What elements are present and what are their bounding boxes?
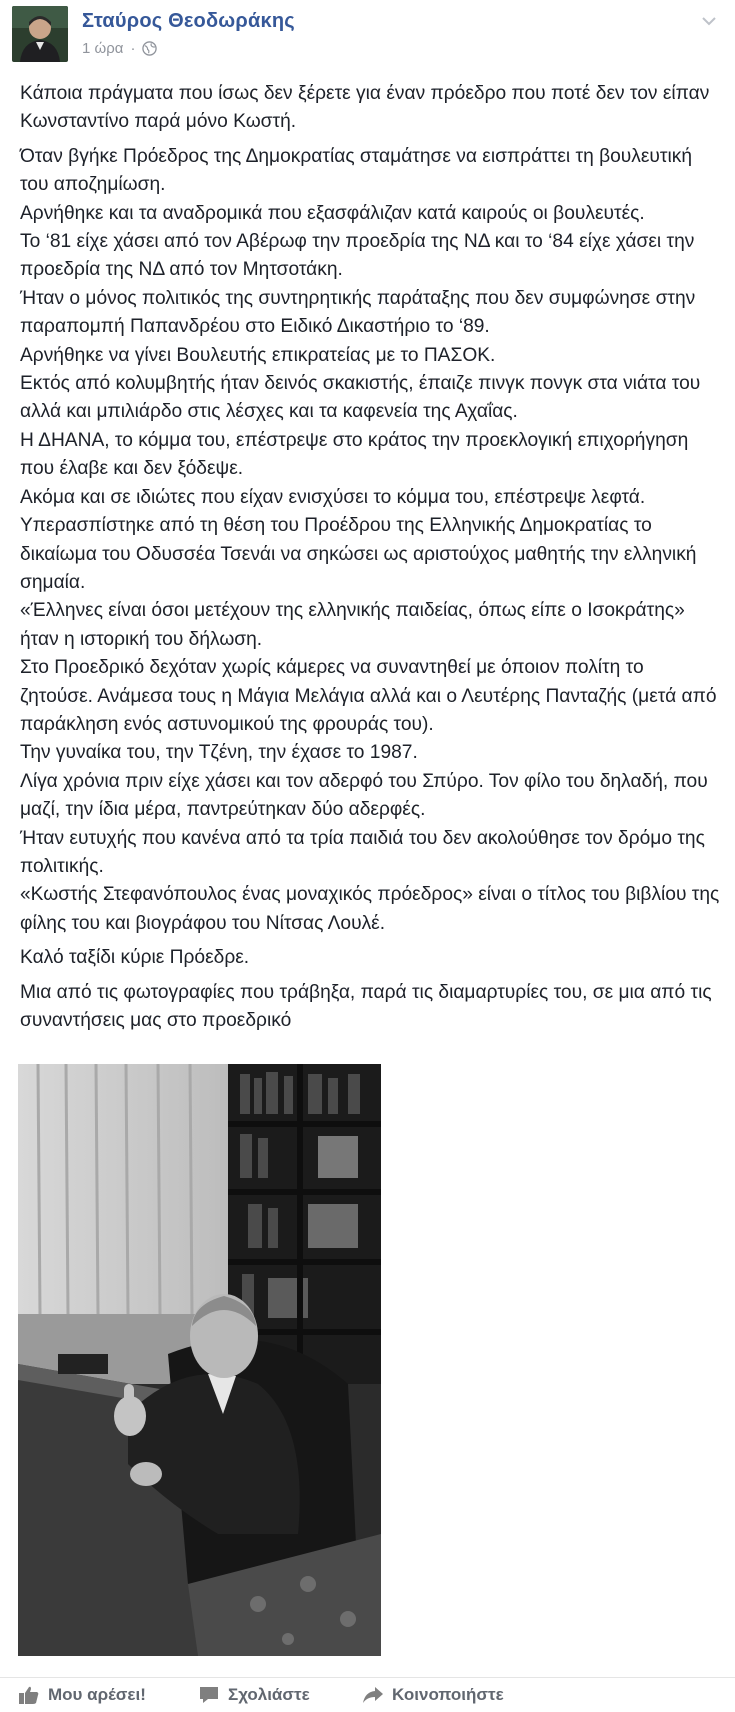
meta-separator: · xyxy=(130,40,136,57)
comment-icon xyxy=(198,1685,220,1705)
share-button[interactable] xyxy=(362,1685,504,1705)
post-time[interactable]: 1 ώρα xyxy=(82,40,124,57)
author-name[interactable]: Σταύρος Θεοδωράκης xyxy=(82,10,295,32)
post-paragraph: Όταν βγήκε Πρόεδρος της Δημοκρατίας σταμάτησε να εισπράττει τη βουλευτική του αποζημίωση. Αρνήθηκε και τα αναδρομικά που εξασφάλιζαν κατά καιρούς οι βουλευτές. Το ‘81 είχε χάσει από τον Αβέρωφ την προεδρία της ΝΔ και το ‘84 είχε χάσει την προεδρία της ΝΔ από τον Μητσοτάκη. Ήταν ο μόνος πολιτικός της συντηρητικής παράταξης που δεν συμφώνησε στην παραπομπή Παπανδρέου στο Ειδικό Δικαστήριο το ‘89. Αρνήθηκε να γίνει Βουλευτής επικρατείας με το ΠΑΣΟΚ. Εκτός από κολυμβητής ήταν δεινός σκακιστής, έπαιζε πινγκ πονγκ στα νιάτα του αλλά και μπιλιάρδο στις λέσχες και τα καφενεία της Αχαΐας. Η ΔΗΑΝΑ, το κόμμα του, επέστρεψε στο κράτος την προεκλογική επιχορήγηση που έλαβε και δεν ξόδεψε. Ακόμα και σε ιδιώτες που είχαν ενισχύσει το κόμμα του, επέστρεψε λεφτά. Υπερασπίστηκε από τη θέση του Προέδρου της Ελληνικής Δημοκρατίας το δικαίωμα του Οδυσσέα Τσενάι να σηκώσει ως αριστούχος μαθητής την ελληνική σημαία. «Έλληνες είναι όσοι μετέχουν της ελληνικής παιδείας, όπως είπε ο Ισοκράτης» ήταν η ιστορική του δήλωση. Στο Προεδρικό δεχόταν χωρίς κάμερες να συναντηθεί με όποιον πολίτη το ζητούσε. Ανάμεσα τους η Μάγια Μελάγια αλλά και ο Λευτέρης Πανταζής (μετά από παράκληση ενός αστυνομικού της φρουράς του). Την γυναίκα του, την Τζένη, την έχασε το 1987. Λίγα χρόνια πριν είχε χάσει και τον αδερφό του Σπύρο. Τον φίλο του δηλαδή, που μαζί, την ίδια μέρα, παντρεύτηκαν δύο αδερφές. Ήταν ευτυχής που κανένα από τα τρία παιδιά του δεν ακολούθησε τον δρόμο της πολιτικής. «Κωστής Στεφανόπουλος ένας μοναχικός πρόεδρος» είναι ο τίτλος του βιβλίου της φίλης του και βιογράφου του Νίτσας Λουλέ. xyxy=(20,145,720,934)
share-label: Κοινοποιήστε xyxy=(392,1685,504,1704)
post-header xyxy=(12,6,722,66)
post-meta xyxy=(82,40,157,57)
like-label: Μου αρέσει! xyxy=(48,1685,146,1704)
globe-icon[interactable] xyxy=(142,41,157,56)
comment-button[interactable] xyxy=(198,1685,310,1705)
post-body xyxy=(20,80,720,1041)
chevron-down-icon[interactable] xyxy=(698,10,720,32)
post-action-bar xyxy=(0,1677,735,1712)
post-photo[interactable] xyxy=(18,1064,381,1656)
post-paragraph: Μια από τις φωτογραφίες που τράβηξα, παρά τις διαμαρτυρίες του, σε μια από τις συναντήσεις μας στο προεδρικό xyxy=(20,981,712,1031)
share-icon xyxy=(362,1685,384,1705)
comment-label: Σχολιάστε xyxy=(228,1685,310,1704)
post-paragraph: Καλό ταξίδι κύριε Πρόεδρε. xyxy=(20,947,250,969)
thumbs-up-icon xyxy=(18,1685,40,1705)
like-button[interactable] xyxy=(18,1685,146,1705)
post-paragraph: Κάποια πράγματα που ίσως δεν ξέρετε για έναν πρόεδρο που ποτέ δεν τον είπαν Κωνσταντίνο παρά μόνο Κωστή. xyxy=(20,83,710,133)
author-avatar[interactable] xyxy=(12,6,68,62)
